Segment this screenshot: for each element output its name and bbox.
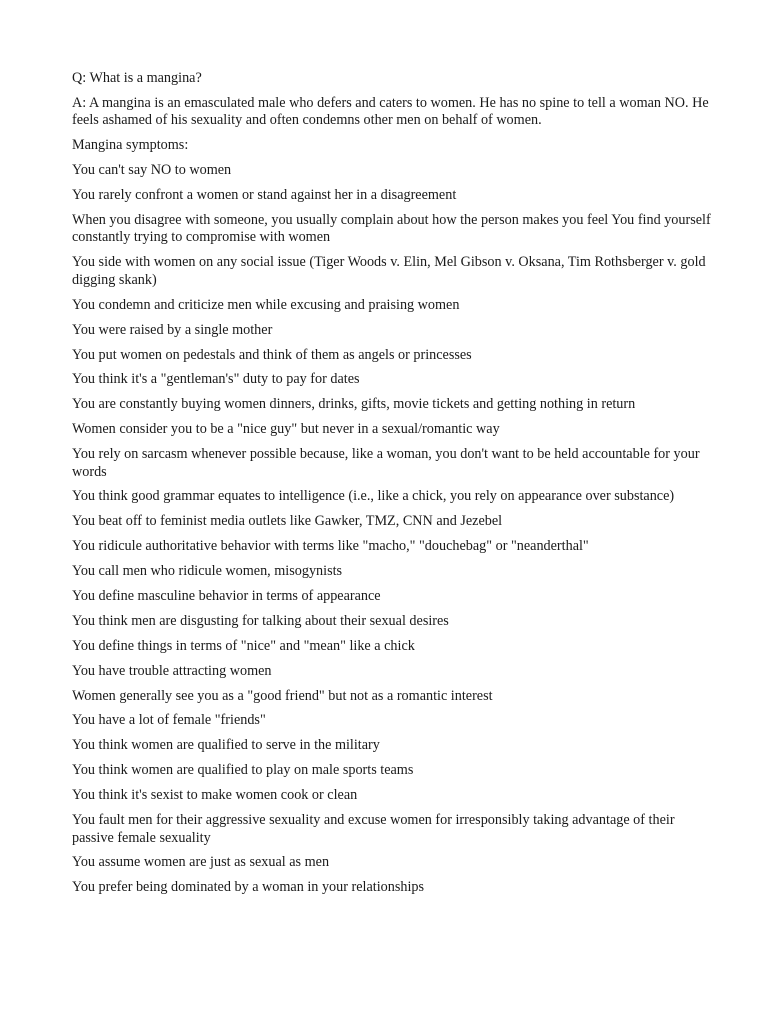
list-item: You put women on pedestals and think of them as angels or princesses [72, 346, 472, 363]
list-item: You think it's a "gentleman's" duty to pay for dates [72, 371, 360, 388]
list-item: Women generally see you as a "good friend" but not as a romantic interest [72, 687, 493, 704]
list-item: Women consider you to be a "nice guy" but never in a sexual/romantic way [72, 421, 500, 438]
list-item: You ridicule authoritative behavior with terms like "macho," "douchebag" or "neanderthal" [72, 538, 589, 555]
document-page [72, 70, 712, 904]
list-item: You define masculine behavior in terms of appearance [72, 588, 381, 605]
list-item: You think it's sexist to make women cook or clean [72, 787, 358, 804]
list-item: You think women are qualified to play on male sports teams [72, 762, 414, 779]
list-item: You define things in terms of "nice" and "mean" like a chick [72, 637, 415, 654]
list-item: You think men are disgusting for talking about their sexual desires [72, 612, 449, 629]
list-item: You have a lot of female "friends" [72, 712, 266, 729]
list-item: You think good grammar equates to intelligence (i.e., like a chick, you rely on appearance over substance) [72, 488, 675, 505]
list-item: You rely on sarcasm whenever possible because, like a woman, you don't want to be held accountable for your words [72, 446, 700, 480]
question-line: Q: What is a mangina? [72, 70, 202, 86]
list-item: You fault men for their aggressive sexuality and excuse women for irresponsibly taking advantage of their passive female sexuality [72, 812, 675, 846]
list-item: You prefer being dominated by a woman in your relationships [72, 879, 424, 896]
section-heading: Mangina symptoms: [72, 137, 189, 154]
list-item: You are constantly buying women dinners, drinks, gifts, movie tickets and getting nothing in return [72, 396, 636, 413]
list-item: You have trouble attracting women [72, 662, 272, 679]
list-item: You were raised by a single mother [72, 321, 273, 338]
list-item: You beat off to feminist media outlets like Gawker, TMZ, CNN and Jezebel [72, 513, 503, 530]
list-item: When you disagree with someone, you usually complain about how the person makes you feel You find yourself constantly trying to compromise with women [72, 211, 711, 246]
list-item: You call men who ridicule women, misogynists [72, 563, 343, 580]
list-item: You assume women are just as sexual as men [72, 854, 330, 871]
list-item: You can't say NO to women [72, 162, 232, 179]
list-item: You side with women on any social issue (Tiger Woods v. Elin, Mel Gibson v. Oksana, Tim Rothsberger v. gold digging skank) [72, 254, 706, 288]
list-item: You think women are qualified to serve in the military [72, 737, 380, 754]
answer-paragraph: A: A mangina is an emasculated male who defers and caters to women. He has no spine to tell a woman NO. He feels ashamed of his sexuality and often condemns other men on behalf of women. [72, 94, 709, 129]
list-item: You condemn and criticize men while excusing and praising women [72, 296, 460, 313]
list-item: You rarely confront a women or stand against her in a disagreement [72, 187, 457, 204]
